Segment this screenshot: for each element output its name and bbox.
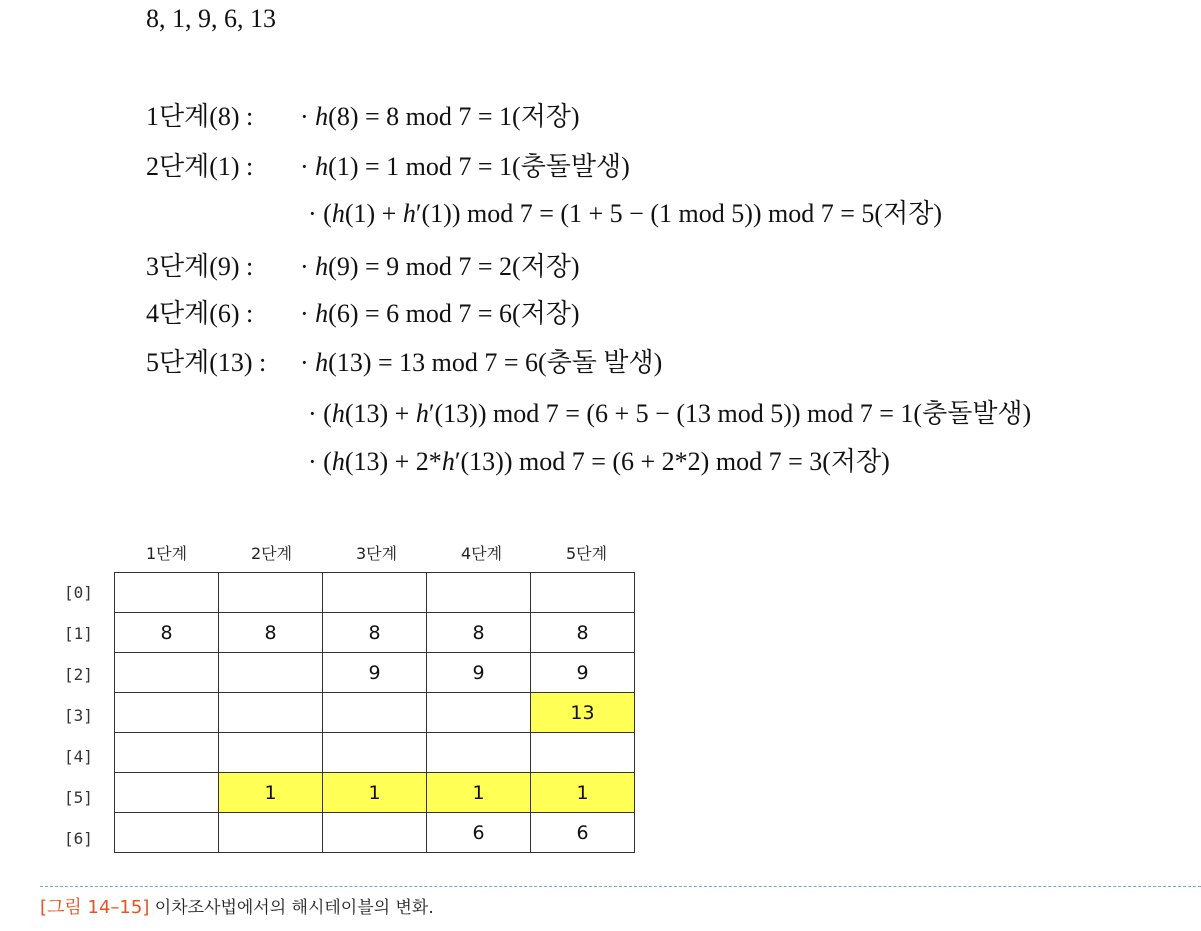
row-index: [4] xyxy=(64,747,93,766)
table-cell xyxy=(531,733,635,773)
table-cell: 1 xyxy=(531,773,635,813)
column-header: 3단계 xyxy=(355,544,398,563)
table-cell xyxy=(219,693,323,733)
table-cell xyxy=(219,733,323,773)
table-cell: 8 xyxy=(427,613,531,653)
table-cell xyxy=(531,573,635,613)
table-cell xyxy=(115,653,219,693)
step-label: 5단계(13) : xyxy=(146,348,267,377)
table-row xyxy=(115,573,635,613)
table-cell xyxy=(323,733,427,773)
table-cell: 6 xyxy=(427,813,531,853)
table-cell xyxy=(115,773,219,813)
row-index: [0] xyxy=(64,583,93,602)
row-index: [3] xyxy=(64,706,93,725)
column-header: 5단계 xyxy=(565,544,608,563)
table-row xyxy=(115,693,635,733)
table-cell: 1 xyxy=(219,773,323,813)
table-cell xyxy=(427,733,531,773)
table-cell xyxy=(115,573,219,613)
step-formula: · h(8) = 8 mod 7 = 1(저장) xyxy=(300,102,580,131)
table-cell: 1 xyxy=(427,773,531,813)
table-row xyxy=(115,773,635,813)
table-cell xyxy=(323,573,427,613)
row-index: [5] xyxy=(64,788,93,807)
table-cell: 13 xyxy=(531,693,635,733)
table-cell: 8 xyxy=(219,613,323,653)
table-cell: 6 xyxy=(531,813,635,853)
table-cell: 8 xyxy=(323,613,427,653)
step-formula: · (h(13) + h′(13)) mod 7 = (6 + 5 − (13 mod 5)) mod 7 = 1(충돌발생) xyxy=(308,399,1032,428)
table-cell xyxy=(219,573,323,613)
step-formula: · (h(1) + h′(1)) mod 7 = (1 + 5 − (1 mod 5)) mod 7 = 5(저장) xyxy=(308,199,942,228)
table-cell: 9 xyxy=(531,653,635,693)
caption-text: 이차조사법에서의 해시테이블의 변화. xyxy=(154,898,434,918)
caption-divider xyxy=(40,886,1201,887)
table-cell: 9 xyxy=(323,653,427,693)
table-row xyxy=(115,653,635,693)
step-formula: · h(6) = 6 mod 7 = 6(저장) xyxy=(300,299,580,328)
step-formula: · h(9) = 9 mod 7 = 2(저장) xyxy=(300,252,580,281)
row-index: [2] xyxy=(64,665,93,684)
step-formula: · h(1) = 1 mod 7 = 1(충돌발생) xyxy=(300,152,630,181)
step-label: 2단계(1) : xyxy=(146,152,254,181)
table-cell xyxy=(115,733,219,773)
table-cell xyxy=(219,653,323,693)
table-row xyxy=(115,613,635,653)
key-sequence: 8, 1, 9, 6, 13 xyxy=(146,4,276,33)
table-cell: 9 xyxy=(427,653,531,693)
table-cell xyxy=(115,813,219,853)
table-cell: 8 xyxy=(531,613,635,653)
table-cell xyxy=(115,693,219,733)
hash-table xyxy=(114,572,635,853)
table-cell xyxy=(427,693,531,733)
step-label: 3단계(9) : xyxy=(146,252,254,281)
table-row xyxy=(115,813,635,853)
step-label: 4단계(6) : xyxy=(146,299,254,328)
column-header: 2단계 xyxy=(250,544,293,563)
table-cell xyxy=(219,813,323,853)
table-row xyxy=(115,733,635,773)
row-index: [1] xyxy=(64,624,93,643)
column-header: 4단계 xyxy=(460,544,503,563)
row-index: [6] xyxy=(64,829,93,848)
figure-caption xyxy=(40,893,434,919)
table-cell: 8 xyxy=(115,613,219,653)
column-header: 1단계 xyxy=(145,544,188,563)
table-cell xyxy=(323,693,427,733)
table-cell: 1 xyxy=(323,773,427,813)
table-cell xyxy=(323,813,427,853)
step-label: 1단계(8) : xyxy=(146,102,254,131)
step-formula: · (h(13) + 2*h′(13)) mod 7 = (6 + 2*2) mod 7 = 3(저장) xyxy=(308,447,890,476)
step-formula: · h(13) = 13 mod 7 = 6(충돌 발생) xyxy=(300,348,663,377)
table-cell xyxy=(427,573,531,613)
figure-number: [그림 14–15] xyxy=(40,897,150,918)
